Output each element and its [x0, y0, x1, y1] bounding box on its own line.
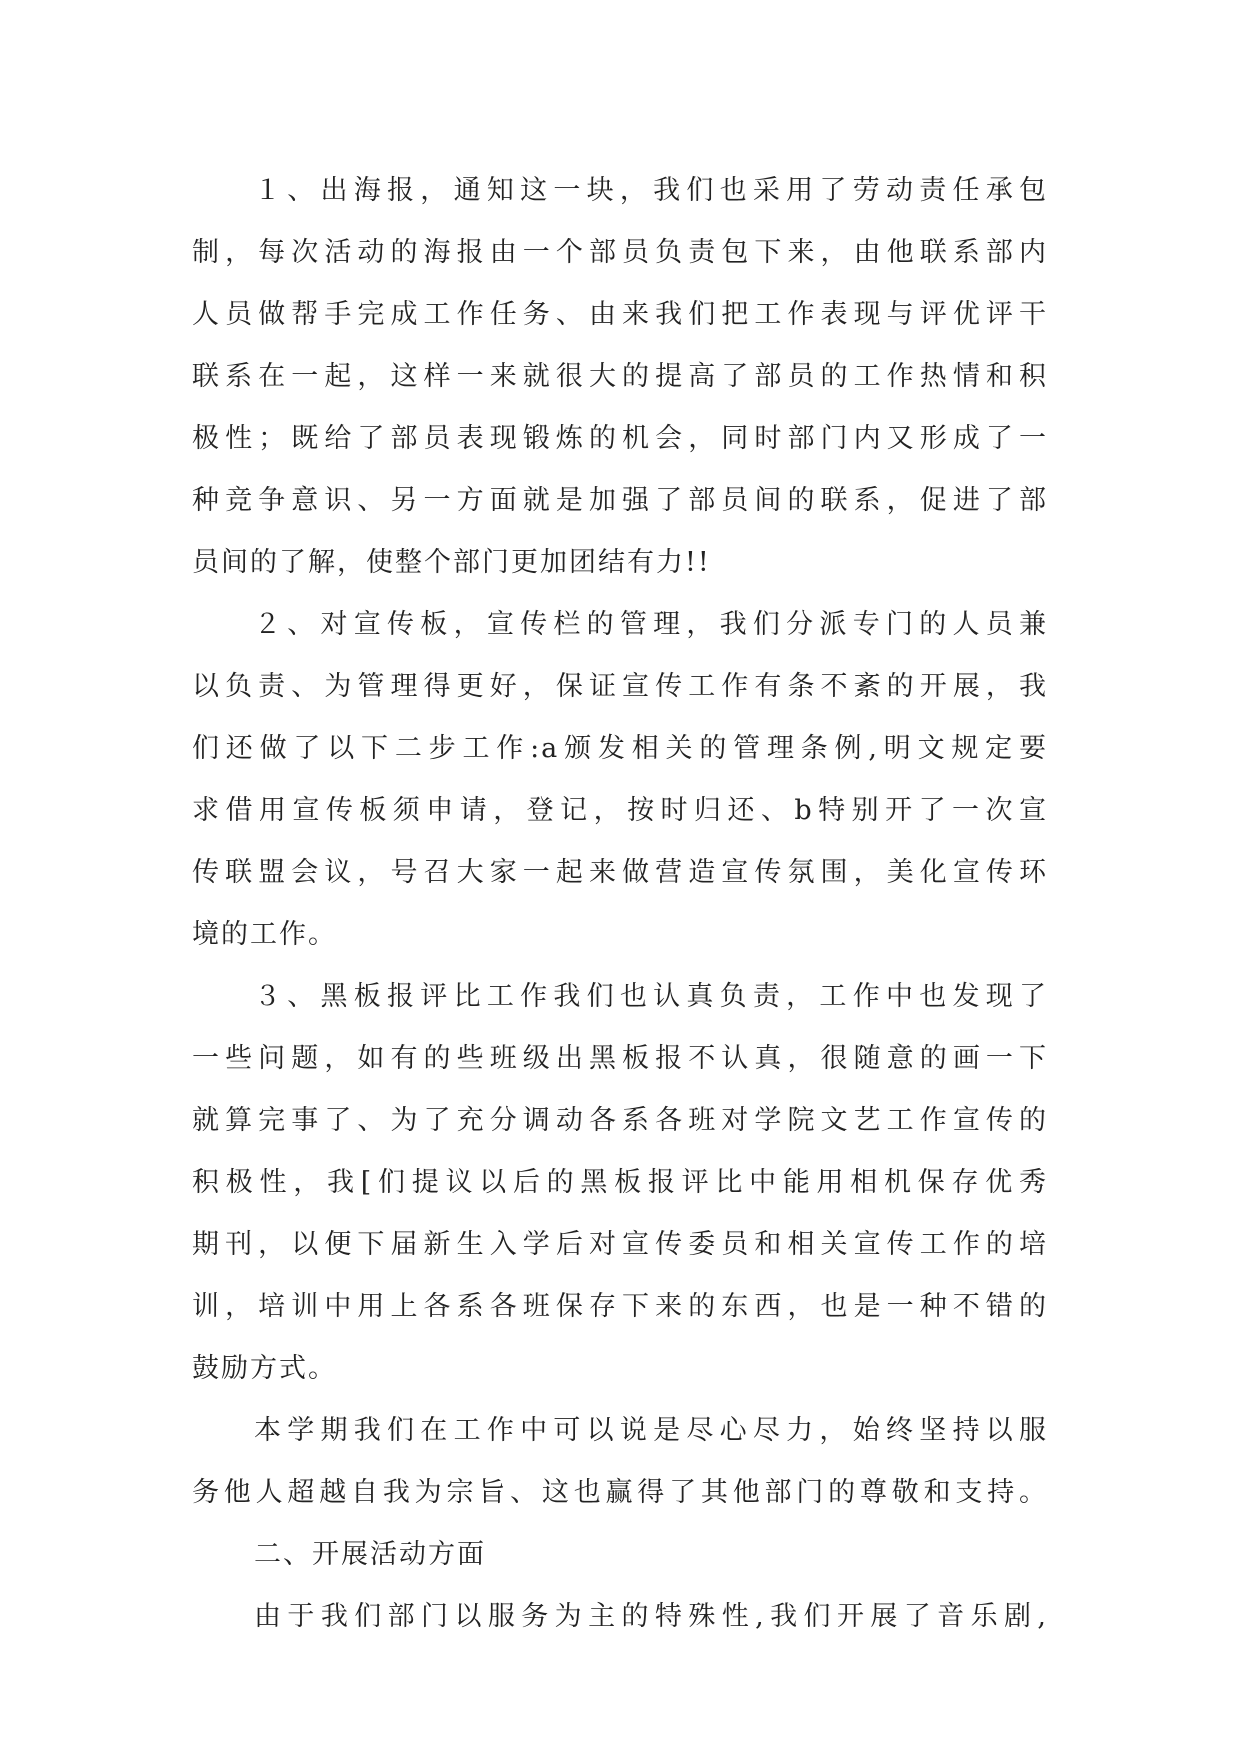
paragraph-line: 极性；既给了部员表现锻炼的机会，同时部门内又形成了一 — [192, 423, 1048, 454]
paragraph-line: 员间的了解，使整个部门更加团结有力!! — [192, 547, 711, 578]
paragraph-1 — [192, 160, 1048, 594]
paragraph-4 — [192, 1400, 1048, 1524]
section-heading-text: 二、开展活动方面 — [254, 1539, 486, 1570]
paragraph-line: 由于我们部门以服务为主的特殊性,我们开展了音乐剧, — [254, 1601, 1048, 1632]
paragraph-line: 人员做帮手完成工作任务、由来我们把工作表现与评优评干 — [192, 299, 1048, 330]
paragraph-2 — [192, 594, 1048, 966]
paragraph-line: １、出海报，通知这一块，我们也采用了劳动责任承包 — [254, 175, 1048, 206]
paragraph-line: 积极性，我[们提议以后的黑板报评比中能用相机保存优秀 — [192, 1167, 1048, 1198]
paragraph-line: 一些问题，如有的些班级出黑板报不认真，很随意的画一下 — [192, 1043, 1048, 1074]
paragraph-line: 期刊，以便下届新生入学后对宣传委员和相关宣传工作的培 — [192, 1229, 1048, 1260]
paragraph-line: 以负责、为管理得更好，保证宣传工作有条不紊的开展，我 — [192, 671, 1048, 702]
paragraph-line: 传联盟会议，号召大家一起来做营造宣传氛围，美化宣传环 — [192, 857, 1048, 888]
paragraph-line: ２、对宣传板，宣传栏的管理，我们分派专门的人员兼 — [254, 609, 1048, 640]
paragraph-line: 种竞争意识、另一方面就是加强了部员间的联系，促进了部 — [192, 485, 1048, 516]
document-body — [192, 160, 1048, 1648]
paragraph-line: 境的工作。 — [192, 919, 337, 950]
paragraph-line: 训，培训中用上各系各班保存下来的东西，也是一种不错的 — [192, 1291, 1048, 1322]
section-heading — [192, 1524, 1048, 1586]
paragraph-line: 们还做了以下二步工作:a颁发相关的管理条例,明文规定要 — [192, 733, 1048, 764]
paragraph-line: 务他人超越自我为宗旨、这也赢得了其他部门的尊敬和支持。 — [192, 1477, 1048, 1508]
paragraph-3 — [192, 966, 1048, 1400]
paragraph-line: 鼓励方式。 — [192, 1353, 337, 1384]
paragraph-line: 联系在一起，这样一来就很大的提高了部员的工作热情和积 — [192, 361, 1048, 392]
paragraph-line: ３、黑板报评比工作我们也认真负责，工作中也发现了 — [254, 981, 1048, 1012]
paragraph-6 — [192, 1586, 1048, 1648]
paragraph-line: 就算完事了、为了充分调动各系各班对学院文艺工作宣传的 — [192, 1105, 1048, 1136]
paragraph-line: 求借用宣传板须申请，登记，按时归还、b特别开了一次宣 — [192, 795, 1048, 826]
paragraph-line: 制，每次活动的海报由一个部员负责包下来，由他联系部内 — [192, 237, 1048, 268]
paragraph-line: 本学期我们在工作中可以说是尽心尽力，始终坚持以服 — [254, 1415, 1048, 1446]
